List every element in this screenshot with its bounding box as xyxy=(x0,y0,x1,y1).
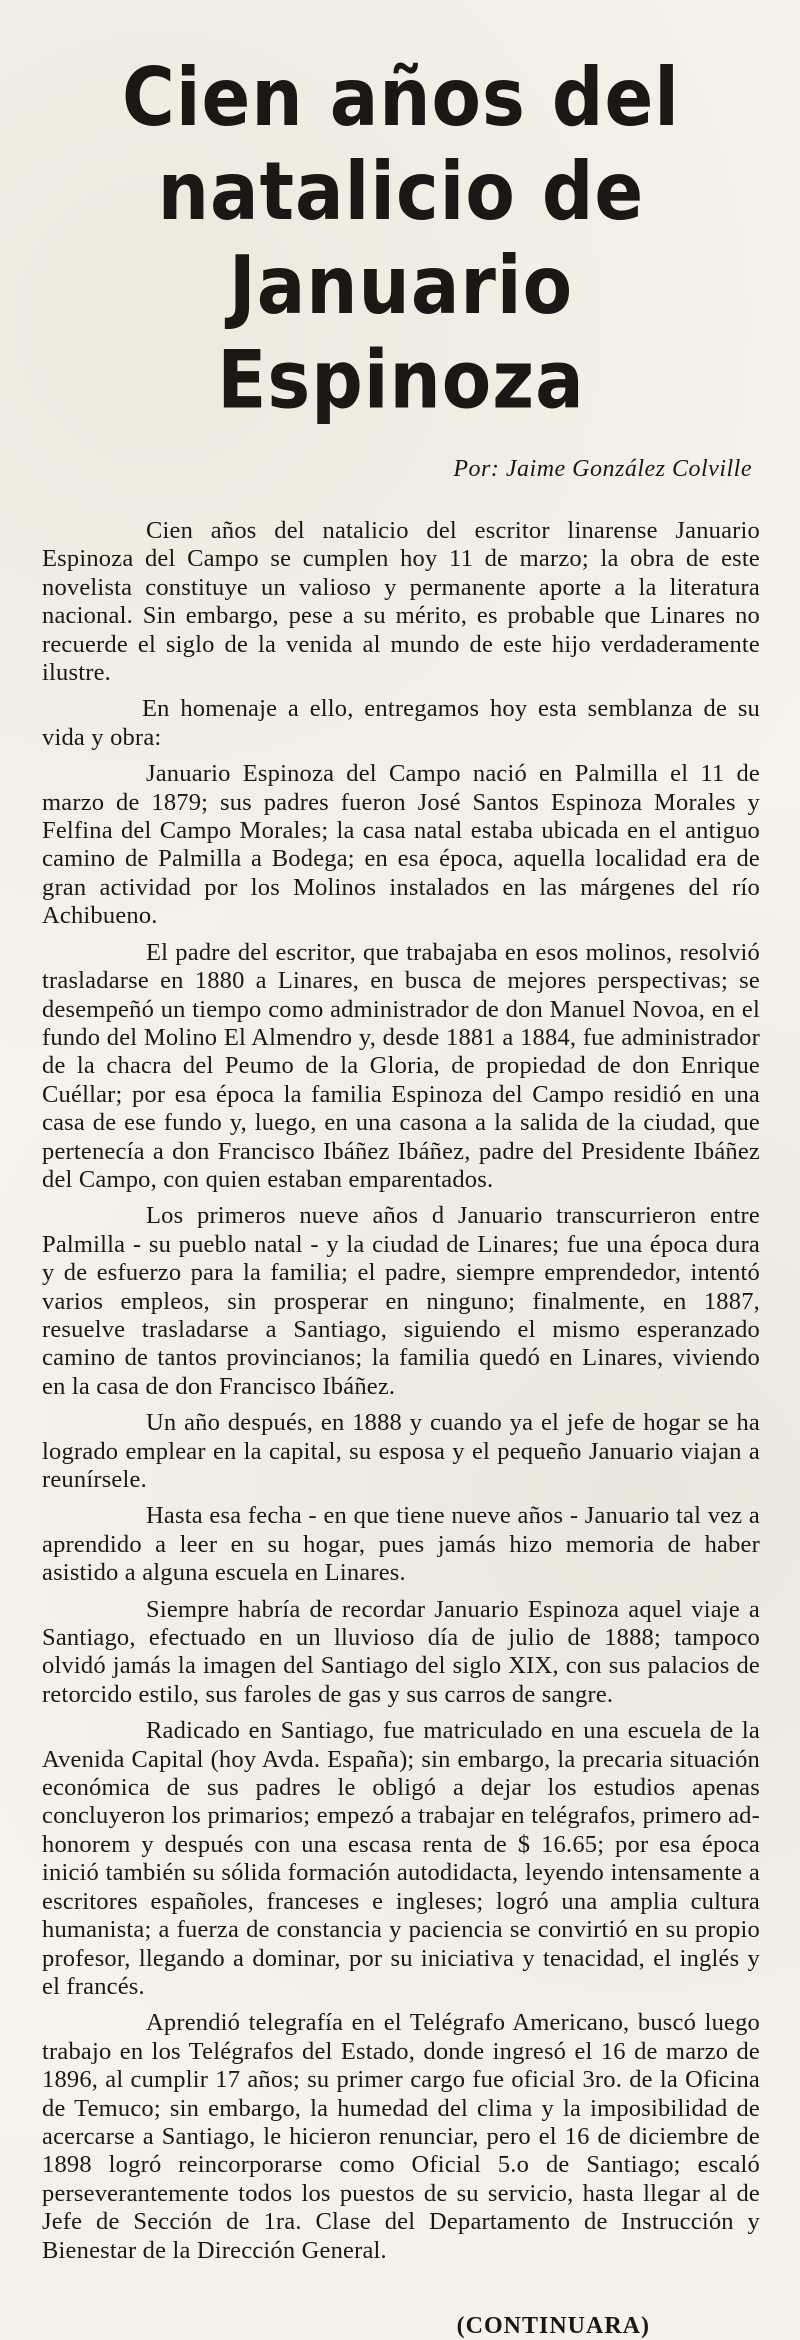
article-headline xyxy=(42,50,760,426)
article-paragraph: Hasta esa fecha - en que tiene nueve años - Januario tal vez a aprendido a leer en su hogar, pues jamás hizo memoria de haber asistido a alguna escuela en Linares. xyxy=(42,1502,760,1587)
article-paragraph: Januario Espinoza del Campo nació en Palmilla el 11 de marzo de 1879; sus padres fueron José Santos Espinoza Morales y Felfina del Campo Morales; la casa natal estaba ubicada en el antiguo camino de Palmilla a Bodega; en esa época, aquella localidad era de gran actividad por los Molinos instalados en las márgenes del río Achibueno. xyxy=(42,760,760,930)
article-paragraph: Aprendió telegrafía en el Telégrafo Americano, buscó luego trabajo en los Telégrafos del Estado, donde ingresó el 16 de marzo de 1896, al cumplir 17 años; su primer cargo fue oficial 3ro. de la Oficina de Temuco; sin embargo, la humedad del clima y la imposibilidad de acercarse a Santiago, le hicieron renunciar, pero el 16 de diciembre de 1898 logró reincorporarse como Oficial 5.o de Santiago; escaló perseverantemente todos los puestos de su servicio, hasta llegar al de Jefe de Sección de 1ra. Clase del Departamento de Instrucción y Bienestar de la Dirección General. xyxy=(42,2009,760,2264)
headline-line-2: Januario Espinoza xyxy=(217,238,585,427)
article-body xyxy=(42,517,760,2265)
article-paragraph: Radicado en Santiago, fue matriculado en una escuela de la Avenida Capital (hoy Avda. España); sin embargo, la precaria situación económica de sus padres le obligó a dejar los estudios apenas concluyeron los primarios; empezó a trabajar en telégrafos, primero ad-honorem y después con una escasa renta de $ 16.65; por esa época inició también su sólida formación autodidacta, leyendo intensamente a escritores españoles, franceses e ingleses; logró una amplia cultura humanista; a fuerza de constancia y paciencia se convirtió en su propio profesor, llegando a dominar, por su iniciativa y tenacidad, el inglés y el francés. xyxy=(42,1717,760,2000)
article-paragraph: Un año después, en 1888 y cuando ya el jefe de hogar se ha logrado emplear en la capital, su esposa y el pequeño Januario viajan a reunírsele. xyxy=(42,1409,760,1493)
article-paragraph: El padre del escritor, que trabajaba en esos molinos, resolvió trasladarse en 1880 a Linares, en busca de mejores perspectivas; se desempeñó un tiempo como administrador de don Manuel Novoa, en el fundo del Molino El Almendro y, desde 1881 a 1884, fue administrador de la chacra del Peumo de la Gloria, de propiedad de don Enrique Cuéllar; por esa época la familia Espinoza del Campo residió en una casa de ese fundo y, luego, en una casona a la salida de la ciudad, que pertenecía a don Francisco Ibáñez Ibáñez, padre del Presidente Ibáñez del Campo, con quien estaban emparentados. xyxy=(42,938,760,1193)
article-paragraph: Los primeros nueve años d Januario transcurrieron entre Palmilla - su pueblo natal - y la ciudad de Linares; fue una época dura y de esfuerzo para la familia; el padre, siempre emprendedor, intentó varios empleos, sin prosperar en ninguno; finalmente, en 1887, resuelve trasladarse a Santiago, siguiendo el mismo esperanzado camino de tantos provincianos; la familia quedó en Linares, viviendo en la casa de don Francisco Ibáñez. xyxy=(42,1202,760,1400)
headline-line-1: Cien años del natalicio de xyxy=(122,50,680,239)
article-paragraph: En homenaje a ello, entregamos hoy esta semblanza de su vida y obra: xyxy=(42,695,760,751)
article-paragraph: Siempre habría de recordar Januario Espinoza aquel viaje a Santiago, efectuado en un lluvioso día de julio de 1888; tampoco olvidó jamás la imagen del Santiago del siglo XIX, con sus palacios de retorcido estilo, sus faroles de gas y sus carros de sangre. xyxy=(42,1595,760,1708)
author-byline: Por: Jaime González Colville xyxy=(453,456,752,482)
continuation-note: (CONTINUARA) xyxy=(456,2312,650,2339)
article-paragraph: Cien años del natalicio del escritor linarense Januario Espinoza del Campo se cumplen hoy 11 de marzo; la obra de este novelista constituye un valioso y permanente aporte a la literatura nacional. Sin embargo, pese a su mérito, es probable que Linares no recuerde el siglo de la venida al mundo de este hijo verdaderamente ilustre. xyxy=(42,517,760,687)
